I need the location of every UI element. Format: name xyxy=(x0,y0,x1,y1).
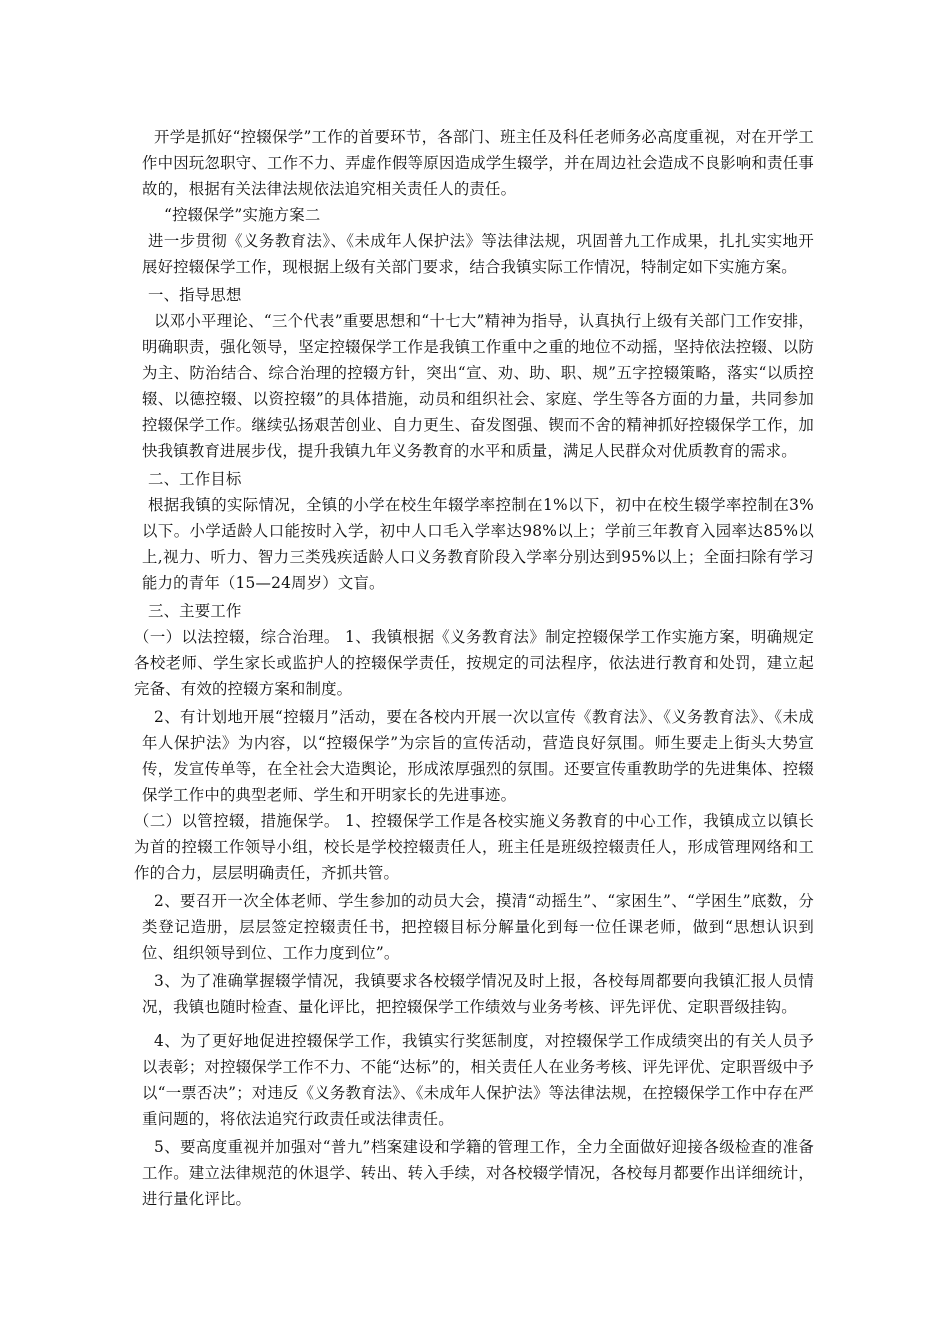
heading-main-work: 三、主要工作 xyxy=(148,602,242,620)
paragraph-guiding-ideology: 以邓小平理论、“三个代表”重要思想和“十七大”精神为指导，认真执行上级有关部门工作安排，明确职责，强化领导，坚定控辍保学工作是我镇工作重中之重的地位不动摇，坚持依法控辍、以防为主、防治结合、综合治理的控辍方针，突出“宣、劝、助、职、规”五字控辍策略，落实“以质控辍、以德控辍、以资控辍”的具体措施，动员和组织社会、家庭、学生等各方面的力量，共同参加控辍保学工作。继续弘扬艰苦创业、自力更生、奋发图强、锲而不舍的精神抓好控辍保学工作，加快我镇教育进展步伐，提升我镇九年义务教育的水平和质量，满足人民群众对优质教育的需求。 xyxy=(142,312,814,460)
paragraph-intro: 进一步贯彻《义务教育法》、《未成年人保护法》等法律法规，巩固普九工作成果，扎扎实实地开展好控辍保学工作，现根据上级有关部门要求，结合我镇实际工作情况，特制定如下实施方案。 xyxy=(142,232,814,276)
paragraph-opening: 开学是抓好“控辍保学”工作的首要环节，各部门、班主任及科任老师务必高度重视，对在开学工作中因玩忽职守、工作不力、弄虚作假等原因造成学生辍学，并在周边社会造成不良影响和责任事故的，根据有关法律法规依法追究相关责任人的责任。 xyxy=(142,128,814,198)
heading-guiding-ideology: 一、指导思想 xyxy=(148,286,242,304)
section-title-plan-two: “控辍保学”实施方案二 xyxy=(164,206,321,224)
paragraph-dropout-reporting: 3、为了准确掌握辍学情况，我镇要求各校辍学情况及时上报，各校每周都要向我镇汇报人员情况，我镇也随时检查、量化评比，把控辍保学工作绩效与业务考核、评先评优、定职晋级挂钩。 xyxy=(142,972,814,1016)
paragraph-rewards-penalties: 4、为了更好地促进控辍保学工作，我镇实行奖惩制度，对控辍保学工作成绩突出的有关人员予以表彰；对控辍保学工作不力、不能“达标”的，相关责任人在业务考核、评先评优、定职晋级中予以“一票否决”；对违反《义务教育法》、《未成年人保护法》等法律法规，在控辍保学工作中存在严重问题的，将依法追究行政责任或法律责任。 xyxy=(142,1032,814,1128)
paragraph-management-control: （二）以管控辍，措施保学。 1、控辍保学工作是各校实施义务教育的中心工作，我镇成立以镇长为首的控辍工作领导小组，校长是学校控辍责任人，班主任是班级控辍责任人，形成管理网络和工作的合力，层层明确责任，齐抓共管。 xyxy=(134,812,814,882)
heading-work-goals: 二、工作目标 xyxy=(148,470,242,488)
document-page xyxy=(134,124,814,1212)
paragraph-archives: 5、要高度重视并加强对“普九”档案建设和学籍的管理工作，全力全面做好迎接各级检查的准备工作。建立法律规范的休退学、转出、转入手续，对各校辍学情况，各校每月都要作出详细统计，进行量化评比。 xyxy=(142,1138,814,1208)
paragraph-work-goals: 根据我镇的实际情况，全镇的小学在校生年辍学率控制在1%以下，初中在校生辍学率控制在3%以下。小学适龄人口能按时入学，初中人口毛入学率达98%以上；学前三年教育入园率达85%以上,视力、听力、智力三类残疾适龄人口义务教育阶段入学率分别达到95%以上；全面扫除有学习能力的青年（15—24周岁）文盲。 xyxy=(142,496,814,592)
paragraph-control-month: 2、有计划地开展“控辍月”活动，要在各校内开展一次以宣传《教育法》、《义务教育法》、《未成年人保护法》为内容，以“控辍保学”为宗旨的宣传活动，营造良好氛围。师生要走上街头大势宣传，发宣传单等，在全社会大造舆论，形成浓厚强烈的氛围。还要宣传重教助学的先进集体、控辍保学工作中的典型老师、学生和开明家长的先进事迹。 xyxy=(142,708,814,804)
paragraph-mobilization-meeting: 2、要召开一次全体老师、学生参加的动员大会，摸清“动摇生”、“家困生”、“学困生”底数，分类登记造册，层层签定控辍责任书，把控辍目标分解量化到每一位任课老师，做到“思想认识到位、组织领导到位、工作力度到位”。 xyxy=(142,892,814,962)
paragraph-law-control: （一）以法控辍，综合治理。 1、我镇根据《义务教育法》制定控辍保学工作实施方案，明确规定各校老师、学生家长或监护人的控辍保学责任，按规定的司法程序，依法进行教育和处罚，建立起完备、有效的控辍方案和制度。 xyxy=(134,628,814,698)
